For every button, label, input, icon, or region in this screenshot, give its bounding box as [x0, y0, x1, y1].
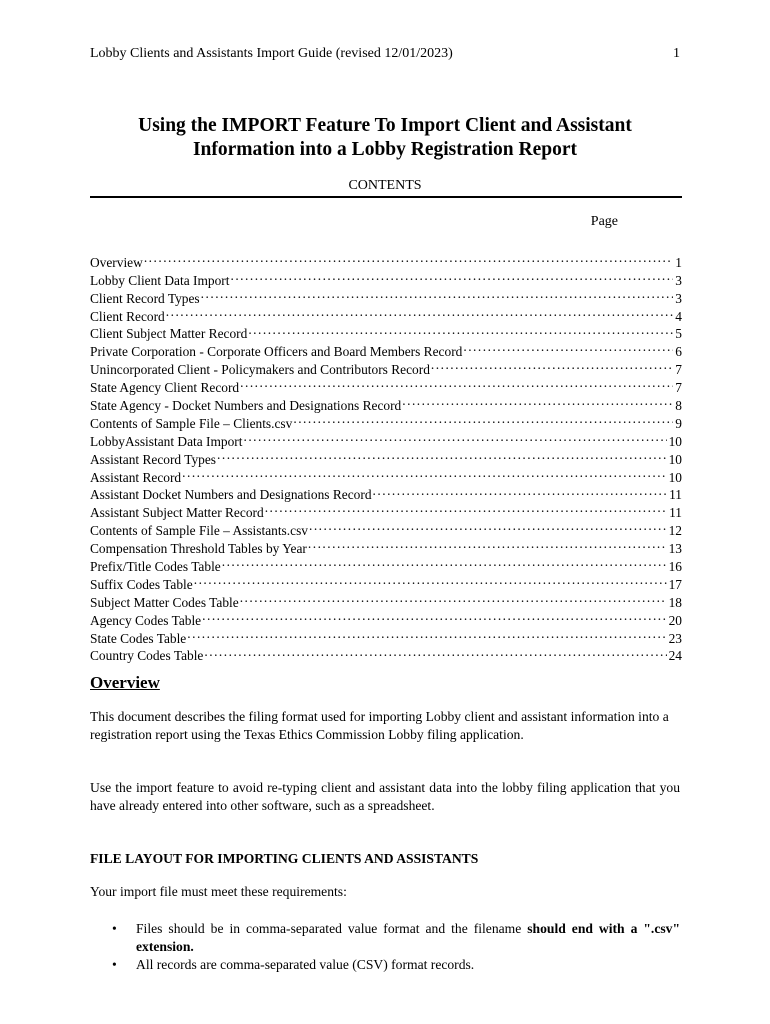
toc-dot-leader: [247, 321, 673, 339]
document-title: [60, 114, 710, 162]
title-line-1: Using the IMPORT Feature To Import Client and Assistant: [138, 115, 632, 136]
toc-dot-leader: [372, 482, 668, 500]
toc-dot-leader: [264, 499, 667, 517]
toc-entry-label: Contents of Sample File – Assistants.csv: [90, 523, 308, 539]
toc-entry-page: 11: [669, 505, 682, 521]
toc-entry-label: Agency Codes Table: [90, 612, 202, 628]
toc-entry-label: Client Record: [90, 308, 165, 324]
toc-entry-label: Prefix/Title Codes Table: [90, 559, 221, 575]
toc-entry-label: Overview: [90, 254, 143, 270]
toc-entry-label: State Codes Table: [90, 630, 187, 646]
toc-entry-label: Suffix Codes Table: [90, 576, 193, 592]
toc-entry-label: Assistant Record: [90, 469, 182, 485]
running-header: [90, 46, 680, 62]
toc-dot-leader: [239, 374, 673, 392]
toc-entry-page: 4: [675, 308, 682, 324]
toc-dot-leader: [181, 464, 666, 482]
table-of-contents: [90, 249, 682, 664]
contents-label: CONTENTS: [348, 178, 422, 193]
toc-entry[interactable]: [90, 303, 682, 324]
toc-dot-leader: [165, 303, 674, 321]
list-item: [108, 920, 680, 956]
page-number: 1: [673, 46, 680, 61]
page-column-label: Page: [590, 214, 618, 229]
toc-entry[interactable]: [90, 321, 682, 342]
toc-dot-leader: [201, 607, 666, 625]
toc-entry-page: 10: [668, 433, 682, 449]
toc-entry-label: Assistant Record Types: [90, 451, 217, 467]
toc-entry-label: Country Codes Table: [90, 648, 204, 664]
toc-dot-leader: [462, 338, 673, 356]
toc-entry-label: State Agency Client Record: [90, 380, 240, 396]
toc-dot-leader: [308, 517, 667, 535]
toc-entry-label: Assistant Subject Matter Record: [90, 505, 264, 521]
toc-entry-label: Client Record Types: [90, 290, 200, 306]
overview-paragraph-2: Use the import feature to avoid re-typing client and assistant data into the lobby filing application that you have already entered into other software, such as a spreadsheet.: [90, 780, 680, 813]
toc-entry-label: LobbyAssistant Data Import: [90, 433, 243, 449]
toc-entry[interactable]: [90, 267, 682, 288]
toc-entry-page: 11: [669, 487, 682, 503]
bullet-text: All records are comma-separated value (CSV) format records.: [136, 957, 475, 972]
toc-entry-page: 23: [668, 630, 682, 646]
toc-entry-label: Assistant Docket Numbers and Designations Record: [90, 487, 372, 503]
toc-entry-page: 7: [675, 362, 682, 378]
bullet-icon: •: [112, 957, 117, 972]
toc-dot-leader: [430, 356, 673, 374]
toc-dot-leader: [229, 267, 673, 285]
toc-entry-page: 17: [668, 576, 682, 592]
file-layout-heading: FILE LAYOUT FOR IMPORTING CLIENTS AND ASSISTANTS: [90, 851, 479, 866]
toc-dot-leader: [221, 553, 667, 571]
toc-dot-leader: [242, 428, 666, 446]
toc-entry-label: Contents of Sample File – Clients.csv: [90, 415, 293, 431]
overview-heading: Overview: [90, 673, 160, 692]
list-item: [108, 956, 680, 974]
file-layout-intro: Your import file must meet these requirements:: [90, 884, 347, 899]
divider-rule: [90, 196, 682, 198]
toc-dot-leader: [143, 249, 673, 267]
toc-entry-page: 9: [675, 415, 682, 431]
toc-entry-label: Subject Matter Codes Table: [90, 594, 239, 610]
title-line-2: Information into a Lobby Registration Report: [192, 139, 578, 160]
toc-dot-leader: [193, 571, 667, 589]
toc-dot-leader: [401, 392, 673, 410]
requirements-list: [108, 920, 680, 974]
bullet-icon: •: [112, 921, 117, 936]
toc-entry-label: State Agency - Docket Numbers and Designations Record: [90, 398, 402, 414]
toc-entry-page: 12: [668, 523, 682, 539]
toc-entry-page: 1: [675, 254, 682, 270]
bullet-bold-text: should end with a ".csv" extension.: [136, 921, 680, 954]
toc-entry-page: 16: [668, 559, 682, 575]
toc-dot-leader: [203, 643, 666, 661]
toc-entry-page: 6: [675, 344, 682, 360]
toc-entry-page: 10: [668, 451, 682, 467]
toc-entry-page: 8: [675, 398, 682, 414]
toc-entry-label: Compensation Threshold Tables by Year: [90, 541, 307, 557]
toc-dot-leader: [307, 535, 667, 553]
toc-entry-page: 7: [675, 380, 682, 396]
toc-entry-label: Lobby Client Data Import: [90, 272, 230, 288]
toc-dot-leader: [186, 625, 666, 643]
bullet-text: Files should be in comma-separated value format and the filename: [136, 921, 528, 936]
toc-entry-page: 3: [675, 290, 682, 306]
toc-dot-leader: [200, 285, 674, 303]
toc-entry-page: 13: [668, 541, 682, 557]
running-title: Lobby Clients and Assistants Import Guide (revised 12/01/2023): [90, 46, 453, 61]
toc-entry-page: 20: [668, 612, 682, 628]
toc-dot-leader: [292, 410, 673, 428]
toc-entry-page: 3: [675, 272, 682, 288]
toc-entry-label: Private Corporation - Corporate Officers and Board Members Record: [90, 344, 463, 360]
toc-entry-page: 18: [668, 594, 682, 610]
toc-entry-page: 10: [668, 469, 682, 485]
overview-paragraph-1: This document describes the filing format used for importing Lobby client and assistant information into a registration report using the Texas Ethics Commission Lobby filing application.: [90, 709, 669, 742]
toc-entry-page: 24: [668, 648, 682, 664]
toc-entry-label: Unincorporated Client - Policymakers and Contributors Record: [90, 362, 430, 378]
toc-dot-leader: [239, 589, 667, 607]
toc-entry-label: Client Subject Matter Record: [90, 326, 248, 342]
toc-dot-leader: [216, 446, 667, 464]
toc-entry-page: 5: [675, 326, 682, 342]
toc-entry[interactable]: [90, 249, 682, 270]
